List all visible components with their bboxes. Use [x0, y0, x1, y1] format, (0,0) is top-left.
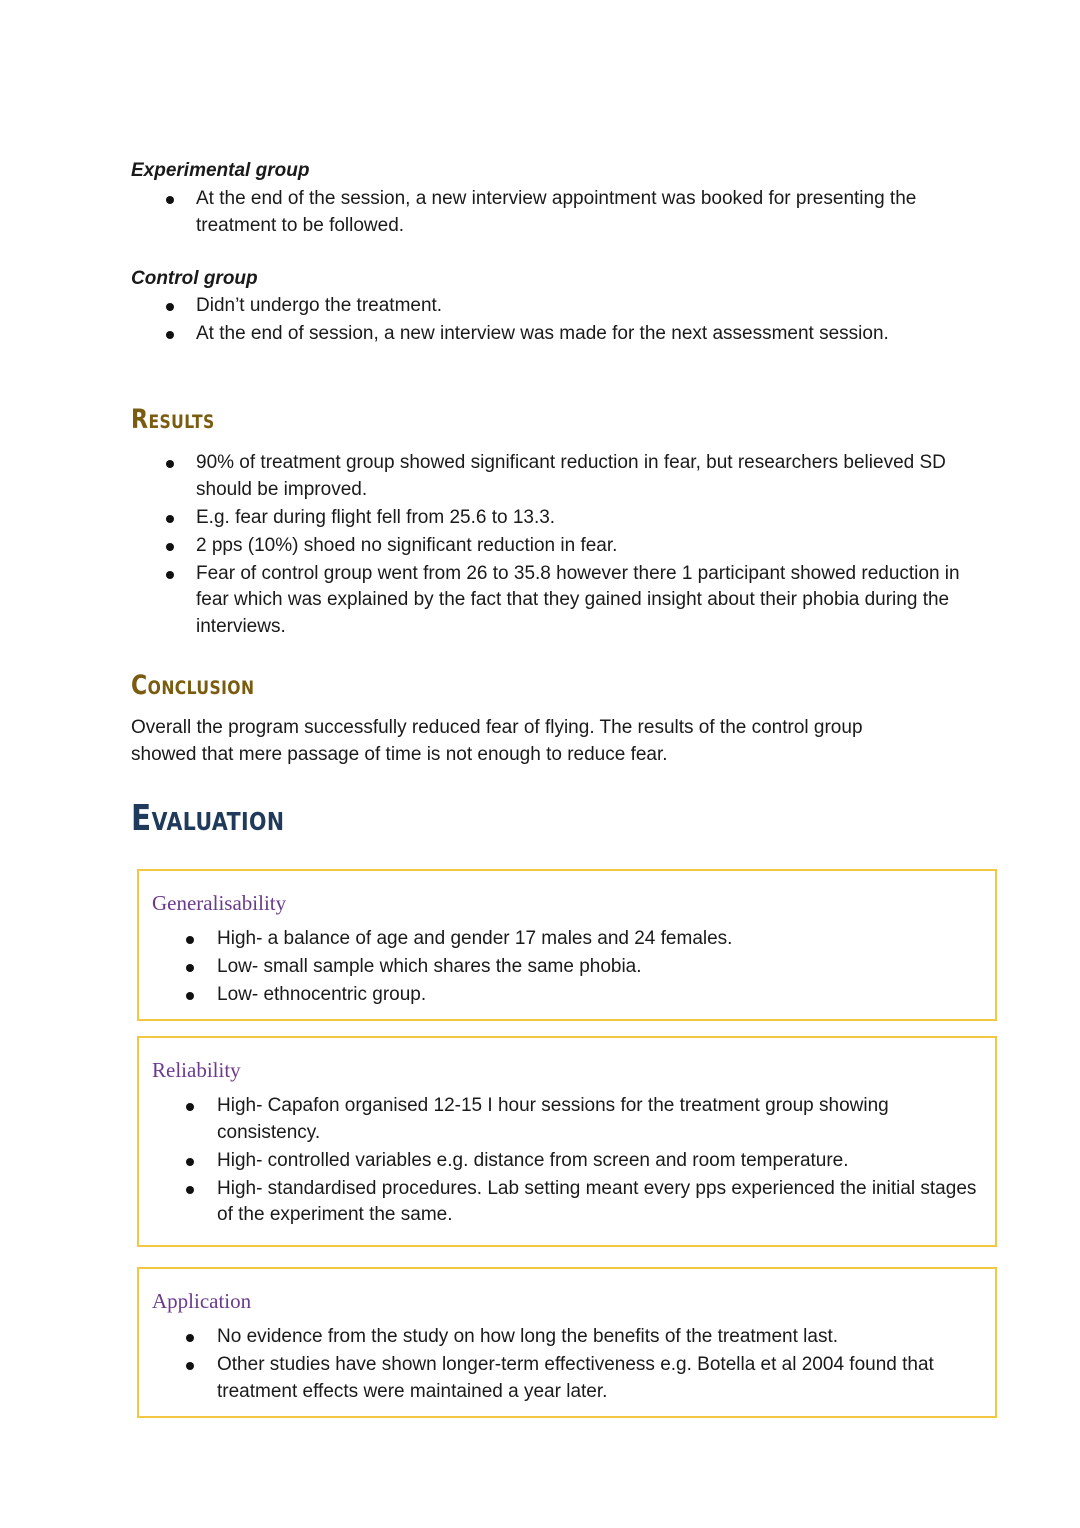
- list-item: [139, 954, 995, 981]
- control-group-label: Control group: [131, 268, 258, 289]
- list-item: [0, 505, 960, 532]
- list-item: [0, 533, 960, 560]
- bullet-icon: [166, 571, 174, 579]
- list-item: [0, 186, 940, 239]
- bullet-text: At the end of the session, a new interview appointment was booked for presenting the treatment to be followed.: [196, 188, 917, 236]
- list-item: [139, 1093, 995, 1146]
- conclusion-heading: Conclusion: [131, 670, 255, 701]
- bullet-text: No evidence from the study on how long the benefits of the treatment last.: [217, 1326, 839, 1347]
- bullet-text: Low- ethnocentric group.: [217, 984, 427, 1005]
- bullet-icon: [186, 936, 194, 944]
- conclusion-text: Overall the program successfully reduced fear of flying. The results of the control group showed that mere passage of time is not enough to reduce fear.: [131, 717, 863, 765]
- generalisability-bullet-list: [139, 926, 995, 1010]
- application-bullet-list: [139, 1324, 995, 1407]
- generalisability-box: [137, 869, 997, 1021]
- reliability-box: [137, 1036, 997, 1247]
- evaluation-heading: Evaluation: [131, 798, 285, 839]
- experimental-bullet-list: [0, 186, 940, 241]
- bullet-icon: [166, 515, 174, 523]
- list-item: [0, 321, 1000, 348]
- control-bullet-list: [0, 293, 1000, 349]
- bullet-text: High- standardised procedures. Lab setting meant every pps experienced the initial stages of the experiment the same.: [217, 1177, 977, 1225]
- bullet-icon: [186, 1158, 194, 1166]
- reliability-bullet-list: [139, 1093, 995, 1230]
- application-title: Application: [152, 1289, 252, 1313]
- bullet-icon: [166, 543, 174, 551]
- bullet-icon: [166, 331, 174, 339]
- bullet-text: 90% of treatment group showed significant reduction in fear, but researchers believed SD should be improved.: [196, 452, 946, 500]
- bullet-text: High- Capafon organised 12-15 I hour sessions for the treatment group showing consistency.: [217, 1095, 889, 1143]
- list-item: [139, 1352, 995, 1405]
- bullet-text: Other studies have shown longer-term effectiveness e.g. Botella et al 2004 found that treatment effects were maintained a year later.: [217, 1354, 934, 1402]
- bullet-text: High- controlled variables e.g. distance from screen and room temperature.: [217, 1149, 849, 1171]
- list-item: [139, 1176, 995, 1229]
- bullet-icon: [186, 964, 194, 972]
- bullet-text: 2 pps (10%) shoed no significant reduction in fear.: [196, 534, 618, 556]
- list-item: [139, 1148, 995, 1175]
- generalisability-title: Generalisability: [152, 891, 287, 915]
- bullet-text: Didn’t undergo the treatment.: [196, 295, 443, 316]
- bullet-icon: [186, 1186, 194, 1194]
- bullet-icon: [166, 196, 174, 204]
- bullet-text: At the end of session, a new interview was made for the next assessment session.: [196, 323, 889, 344]
- bullet-text: E.g. fear during flight fell from 25.6 to 13.3.: [196, 506, 556, 528]
- results-heading: Results: [131, 404, 215, 435]
- bullet-text: Fear of control group went from 26 to 35.8 however there 1 participant showed reduction in fear which was explained by the fact that they gained insight about their phobia during the interviews.: [196, 562, 960, 637]
- bullet-icon: [186, 992, 194, 1000]
- bullet-icon: [166, 303, 174, 311]
- list-item: [0, 561, 960, 641]
- bullet-text: High- a balance of age and gender 17 males and 24 females.: [217, 928, 733, 949]
- bullet-icon: [186, 1334, 194, 1342]
- bullet-icon: [186, 1103, 194, 1111]
- list-item: [139, 926, 995, 953]
- bullet-icon: [166, 460, 174, 468]
- experimental-group-label: Experimental group: [131, 160, 310, 181]
- list-item: [139, 1324, 995, 1351]
- application-box: [137, 1267, 997, 1418]
- list-item: [0, 450, 960, 503]
- reliability-title: Reliability: [152, 1058, 241, 1082]
- results-bullet-list: [0, 450, 960, 642]
- list-item: [0, 293, 1000, 320]
- bullet-text: Low- small sample which shares the same phobia.: [217, 956, 642, 977]
- list-item: [139, 982, 995, 1009]
- bullet-icon: [186, 1362, 194, 1370]
